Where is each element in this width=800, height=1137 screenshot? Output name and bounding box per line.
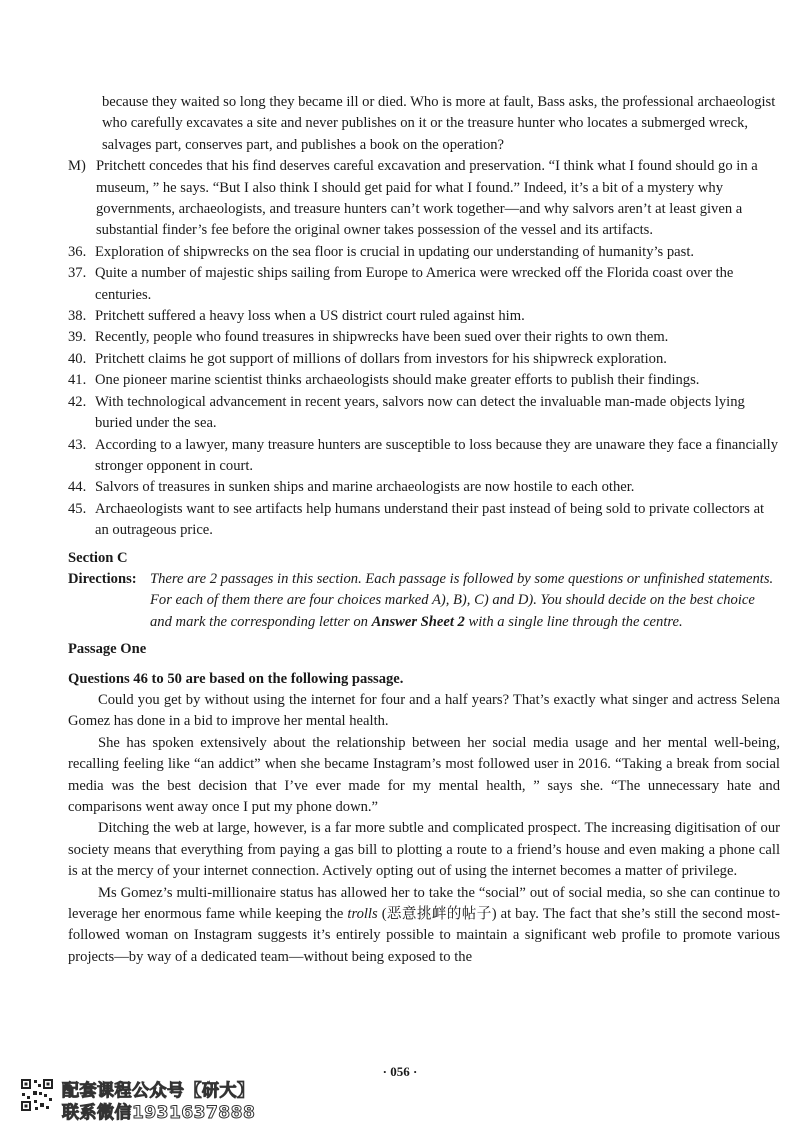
question-number: 43.	[68, 436, 87, 453]
question-text: Archaeologists want to see artifacts help humans understand their past instead of being sold to private collectors at an outrageous price.	[95, 500, 765, 539]
watermark-line: 配套课程公众号【研大】	[62, 1081, 255, 1101]
question-item	[68, 477, 780, 498]
question-number: 42.	[68, 393, 87, 410]
question-text: Recently, people who found treasures in shipwrecks have been sued over their rights to own them.	[95, 329, 669, 346]
watermark-text	[62, 1080, 362, 1124]
directions-label: Directions:	[68, 570, 137, 587]
question-text: Pritchett suffered a heavy loss when a US district court ruled against him.	[95, 308, 525, 325]
continuation-text: because they waited so long they became ill or died. Who is more at fault, Bass asks, the professional archaeologist who carefully excavates a site and never publishes on it or the treasure hunter who locates a submerged wreck, salvages part, conserves part, and publishes a book on the operation?	[102, 94, 776, 153]
question-number: 39.	[68, 329, 87, 346]
question-text: According to a lawyer, many treasure hunters are susceptible to loss because they are unaware they face a financially stronger opponent in court.	[95, 436, 778, 474]
question-text: One pioneer marine scientist thinks archaeologists should make greater efforts to publish their findings.	[95, 372, 700, 389]
paragraph-m	[68, 156, 780, 242]
qr-code-icon	[20, 1078, 54, 1112]
question-item	[68, 263, 780, 306]
question-text: With technological advancement in recent years, salvors now can detect the invaluable man-made objects lying buried under the sea.	[95, 393, 745, 432]
chinese-gloss: (恶意挑衅的帖子)	[377, 906, 497, 923]
directions-part-1: There are 2 passages in this section. Each passage is followed by some questions or unfinished statements. For each of them there are four choices marked A), B), C) and D). You should decide on the best choice and mark the corresponding letter on	[150, 570, 774, 630]
answer-sheet-ref: Answer Sheet 2	[371, 613, 465, 630]
directions	[68, 569, 780, 633]
passage-paragraph: She has spoken extensively about the relationship between her social media usage and her mental well-being, recalling feeling like “an addict” when she became Instagram’s most followed user in 2016. “Taking a break from social media was the best decision that I’ve ever made for my mental health, ” says she. “The unnecessary hate and comparisons went away once I put my phone down.”	[68, 734, 780, 815]
paragraph-segment: at bay. The fact that she’s still the second most-followed woman on Instagram suggests it’s entirely possible to maintain a significant web profile to promote various projects—by way of a dedicated team—without being exposed to the	[68, 906, 780, 965]
page-number: · 056 ·	[382, 1064, 418, 1079]
question-number: 37.	[68, 265, 87, 282]
question-number: 38.	[68, 308, 87, 325]
directions-part-2: with a single line through the centre.	[464, 613, 683, 630]
trolls-term: trolls	[347, 906, 378, 923]
question-text: Pritchett claims he got support of millions of dollars from investors for his shipwreck exploration.	[95, 350, 667, 367]
passage-paragraph	[68, 883, 780, 969]
question-item	[68, 499, 780, 542]
question-item	[68, 435, 780, 478]
watermark-line: 联系微信1931637888	[62, 1103, 256, 1123]
question-item	[68, 306, 780, 327]
question-number: 40.	[68, 350, 87, 367]
question-number: 36.	[68, 243, 87, 260]
question-text: Exploration of shipwrecks on the sea floor is crucial in updating our understanding of humanity’s past.	[95, 243, 695, 260]
question-number: 45.	[68, 500, 87, 517]
page-body	[68, 92, 780, 968]
question-number: 44.	[68, 479, 87, 496]
question-item	[68, 242, 780, 263]
section-title: Section C	[68, 549, 128, 566]
paragraph-text: Pritchett concedes that his find deserves careful excavation and preservation. “I think what I found should go in a museum, ” he says. “But I also think I should get paid for what I found.” Indeed, it’s a bit of a mystery why governments, archaeologists, and treasure hunters can’t work together—and why salvors aren’t at least given a substantial finder’s fee before the original owner takes possession of the vessel and its artifacts.	[96, 158, 758, 239]
question-range: Questions 46 to 50 are based on the following passage.	[68, 670, 404, 687]
question-list	[68, 242, 780, 542]
paragraph-segment: Ms Gomez’s multi-millionaire status has allowed her to take the “social” out of social media, so she can continue to leverage her enormous fame while keeping the	[68, 884, 780, 923]
question-item	[68, 370, 780, 391]
passage-paragraph: Could you get by without using the internet for four and a half years? That’s exactly what singer and actress Selena Gomez has done in a bid to improve her mental health.	[68, 691, 780, 730]
question-item	[68, 349, 780, 370]
directions-text	[150, 569, 780, 633]
question-text: Quite a number of majestic ships sailing from Europe to America were wrecked off the Florida coast over the centuries.	[95, 265, 734, 303]
paragraph-label: M)	[68, 158, 86, 175]
passage-title: Passage One	[68, 641, 147, 658]
question-item	[68, 392, 780, 435]
question-item	[68, 327, 780, 348]
question-text: Salvors of treasures in sunken ships and marine archaeologists are now hostile to each other.	[95, 479, 635, 496]
question-number: 41.	[68, 372, 87, 389]
passage-paragraph: Ditching the web at large, however, is a far more subtle and complicated prospect. The increasing digitisation of our society means that everything from paying a gas bill to plotting a route to a friend’s house and even making a phone call is at the mercy of your internet connection. Actively opting out of using the internet becomes a matter of privilege.	[68, 820, 780, 880]
